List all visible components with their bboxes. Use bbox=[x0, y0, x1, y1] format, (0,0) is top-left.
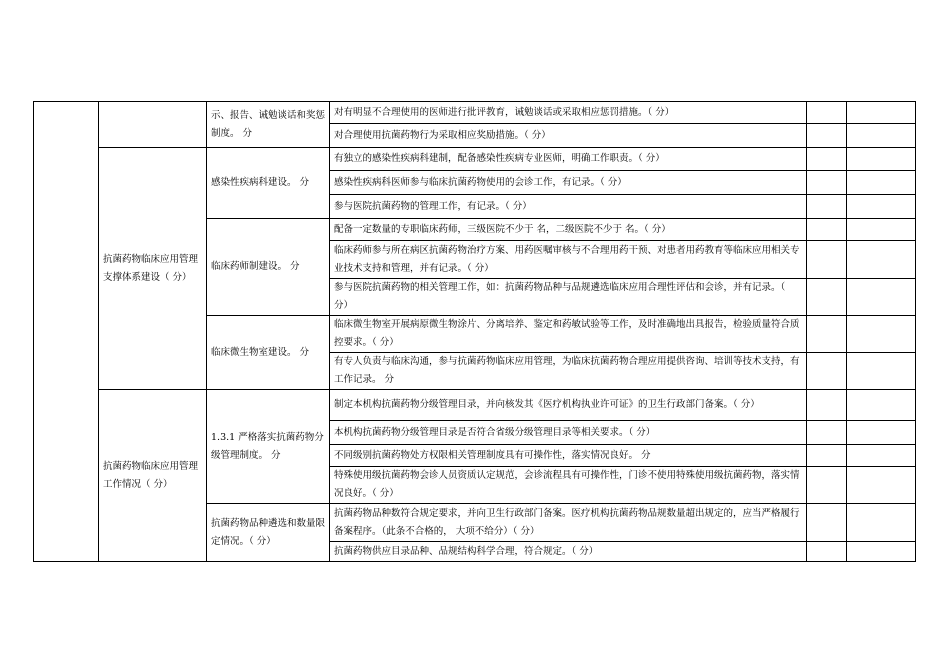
table-row bbox=[34, 148, 916, 171]
remarks-cell bbox=[847, 445, 916, 467]
sub-item-variety-selection: 抗菌药物品种遴选和数量限定情况。（ 分） bbox=[207, 504, 330, 562]
score-cell bbox=[807, 353, 847, 390]
table-row bbox=[34, 102, 916, 124]
requirement-cell: 参与医院抗菌药物的管理工作，有记录。（ 分） bbox=[330, 195, 807, 219]
remarks-cell bbox=[847, 316, 916, 353]
score-cell bbox=[807, 504, 847, 542]
remarks-cell bbox=[847, 504, 916, 542]
blank-first-column bbox=[34, 102, 99, 562]
requirement-cell: 感染性疾病科医师参与临床抗菌药物使用的会诊工作，有记录。（ 分） bbox=[330, 171, 807, 195]
requirement-cell: 临床药师参与所在病区抗菌药物治疗方案、用药医嘱审核与不合理用药干预、对患者用药教育等临床应用相关专业技术支持和管理，并有记录。（ 分） bbox=[330, 241, 807, 279]
category-work-status: 抗菌药物临床应用管理工作情况（ 分） bbox=[99, 390, 207, 562]
requirement-cell: 配备一定数量的专职临床药师，三级医院不少于 名，二级医院不少于 名。（ 分） bbox=[330, 219, 807, 241]
requirement-cell: 抗菌药物供应目录品种、品规结构科学合理，符合规定。（ 分） bbox=[330, 542, 807, 562]
sub-item-clinical-pharmacist: 临床药师制建设。 分 bbox=[207, 219, 330, 316]
remarks-cell bbox=[847, 542, 916, 562]
remarks-cell bbox=[847, 421, 916, 445]
requirement-cell: 对有明显不合理使用的医师进行批评教育，诫勉谈话或采取相应惩罚措施。（ 分） bbox=[330, 102, 807, 124]
requirement-cell: 不同级别抗菌药物处方权限相关管理制度具有可操作性，落实情况良好。 分 bbox=[330, 445, 807, 467]
remarks-cell bbox=[847, 279, 916, 316]
assessment-table bbox=[33, 101, 916, 562]
remarks-cell bbox=[847, 102, 916, 124]
category-cell bbox=[99, 102, 207, 148]
requirement-cell: 临床微生物室开展病原微生物涂片、分离培养、鉴定和药敏试验等工作，及时准确地出具报告，检验质量符合质控要求。（ 分） bbox=[330, 316, 807, 353]
requirement-cell: 抗菌药物品种数符合规定要求，并向卫生行政部门备案。医疗机构抗菌药物品规数量超出规定的，应当严格履行备案程序。（此条不合格的， 大项不给分）（ 分） bbox=[330, 504, 807, 542]
remarks-cell bbox=[847, 148, 916, 171]
remarks-cell bbox=[847, 171, 916, 195]
sub-item-infectious-dept: 感染性疾病科建设。 分 bbox=[207, 148, 330, 219]
remarks-cell bbox=[847, 124, 916, 148]
requirement-cell: 特殊使用级抗菌药物会诊人员资质认定规范，会诊流程具有可操作性，门诊不使用特殊使用级抗菌药物，落实情况良好。（ 分） bbox=[330, 467, 807, 504]
remarks-cell bbox=[847, 353, 916, 390]
score-cell bbox=[807, 279, 847, 316]
score-cell bbox=[807, 124, 847, 148]
category-support-system: 抗菌药物临床应用管理支撑体系建设（ 分） bbox=[99, 148, 207, 390]
score-cell bbox=[807, 171, 847, 195]
score-cell bbox=[807, 316, 847, 353]
requirement-cell: 有独立的感染性疾病科建制，配备感染性疾病专业医师，明确工作职责。（ 分） bbox=[330, 148, 807, 171]
score-cell bbox=[807, 542, 847, 562]
requirement-cell: 有专人负责与临床沟通，参与抗菌药物临床应用管理，为临床抗菌药物合理应用提供咨询、培训等技术支持，有工作记录。 分 bbox=[330, 353, 807, 390]
score-cell bbox=[807, 390, 847, 421]
remarks-cell bbox=[847, 219, 916, 241]
score-cell bbox=[807, 241, 847, 279]
requirement-cell: 本机构抗菌药物分级管理目录是否符合省级分级管理目录等相关要求。（ 分） bbox=[330, 421, 807, 445]
remarks-cell bbox=[847, 195, 916, 219]
table-row bbox=[34, 390, 916, 421]
score-cell bbox=[807, 102, 847, 124]
sub-item-microbiology-lab: 临床微生物室建设。 分 bbox=[207, 316, 330, 390]
score-cell bbox=[807, 445, 847, 467]
requirement-cell: 制定本机构抗菌药物分级管理目录，并向核发其《医疗机构执业许可证》的卫生行政部门备案。（ 分） bbox=[330, 390, 807, 421]
requirement-cell: 对合理使用抗菌药物行为采取相应奖励措施。（ 分） bbox=[330, 124, 807, 148]
score-cell bbox=[807, 148, 847, 171]
remarks-cell bbox=[847, 241, 916, 279]
score-cell bbox=[807, 467, 847, 504]
score-cell bbox=[807, 195, 847, 219]
sub-item-grading-management: 1.3.1 严格落实抗菌药物分级管理制度。 分 bbox=[207, 390, 330, 504]
sub-item-cell: 示、报告、诫勉谈话和奖惩制度。 分 bbox=[207, 102, 330, 148]
remarks-cell bbox=[847, 467, 916, 504]
requirement-cell: 参与医院抗菌药物的相关管理工作，如：抗菌药物品种与品规遴选临床应用合理性评估和会诊，并有记录。（ 分） bbox=[330, 279, 807, 316]
score-cell bbox=[807, 219, 847, 241]
remarks-cell bbox=[847, 390, 916, 421]
score-cell bbox=[807, 421, 847, 445]
